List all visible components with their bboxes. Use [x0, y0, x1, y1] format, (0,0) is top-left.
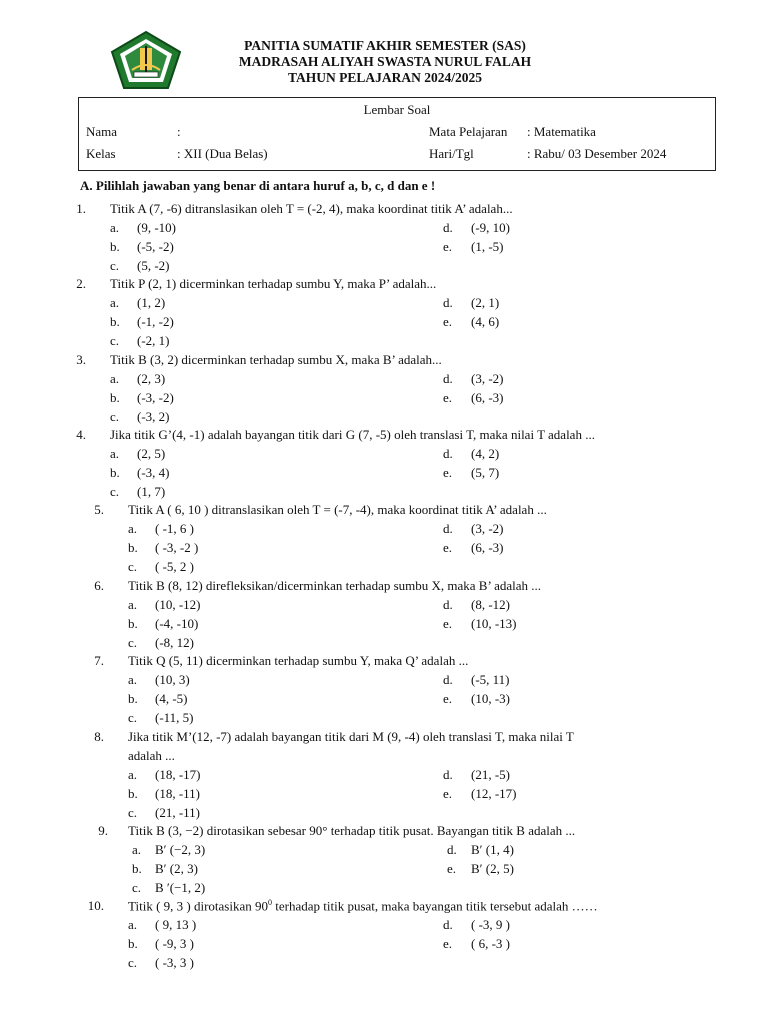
option-value-c: (-8, 12) — [155, 635, 194, 650]
option-letter-e: e. — [443, 465, 453, 480]
header-line-2: MADRASAH ALIYAH SWASTA NURUL FALAH — [238, 54, 532, 69]
option-letter-e: e. — [443, 540, 453, 555]
option-letter-e: e. — [443, 390, 453, 405]
question-number: 1. — [76, 201, 86, 216]
option-letter-d: d. — [443, 672, 453, 687]
option-value-e: B′ (2, 5) — [471, 861, 514, 876]
option-value-a: ( -1, 6 ) — [155, 521, 194, 536]
option-value-d: (-9, 10) — [471, 220, 510, 235]
option-letter-a: a. — [128, 917, 138, 932]
question-number: 9. — [98, 823, 108, 838]
question-text-part: Titik ( 9, 3 ) dirotasikan 90 — [128, 898, 268, 914]
option-value-b: (-3, 4) — [137, 465, 170, 480]
madrasah-logo — [110, 30, 182, 90]
hari-value: : Rabu/ 03 Desember 2024 — [527, 146, 667, 161]
option-value-a: (9, -10) — [137, 220, 176, 235]
option-letter-b: b. — [128, 691, 138, 706]
option-value-b: ( -3, -2 ) — [155, 540, 199, 555]
mapel-value: : Matematika — [527, 124, 596, 139]
option-letter-e: e. — [447, 861, 457, 876]
question-text-part: terhadap titik pusat, maka bayangan titik tersebut adalah …… — [272, 898, 598, 914]
question-number: 8. — [94, 729, 104, 744]
option-value-d: (-5, 11) — [471, 672, 510, 687]
option-letter-e: e. — [443, 786, 453, 801]
option-value-e: (4, 6) — [471, 314, 500, 329]
question-text: Titik A (7, -6) ditranslasikan oleh T = (-2, 4), maka koordinat titik A’ adalah... — [110, 201, 513, 216]
option-value-b: (-4, -10) — [155, 616, 199, 631]
option-value-d: (21, -5) — [471, 767, 510, 782]
kelas-label: Kelas — [86, 146, 116, 161]
option-letter-c: c. — [132, 880, 142, 895]
option-value-b: (-5, -2) — [137, 239, 174, 254]
option-value-b: (-3, -2) — [137, 390, 174, 405]
option-value-a: (10, -12) — [155, 597, 201, 612]
option-value-e: (6, -3) — [471, 540, 504, 555]
option-letter-d: d. — [443, 917, 453, 932]
option-letter-b: b. — [128, 936, 138, 951]
option-letter-d: d. — [443, 220, 453, 235]
nama-colon: : — [177, 124, 181, 139]
option-value-c: (-11, 5) — [155, 710, 194, 725]
option-value-c: (-2, 1) — [137, 333, 170, 348]
option-value-a: (10, 3) — [155, 672, 190, 687]
question-number: 10. — [87, 898, 104, 913]
option-letter-b: b. — [128, 786, 138, 801]
option-letter-b: b. — [110, 390, 120, 405]
option-letter-a: a. — [110, 220, 120, 235]
option-letter-c: c. — [110, 484, 120, 499]
option-value-c: (1, 7) — [137, 484, 166, 499]
option-letter-b: b. — [110, 314, 120, 329]
option-letter-b: b. — [132, 861, 142, 876]
option-letter-a: a. — [110, 446, 120, 461]
option-letter-b: b. — [110, 239, 120, 254]
option-value-b: (18, -11) — [155, 786, 201, 801]
question-number: 6. — [94, 578, 104, 593]
header-line-3: TAHUN PELAJARAN 2024/2025 — [287, 70, 482, 85]
option-value-e: (12, -17) — [471, 786, 517, 801]
option-letter-e: e. — [443, 239, 453, 254]
option-letter-c: c. — [110, 409, 120, 424]
option-letter-a: a. — [110, 295, 120, 310]
option-value-b: (-1, -2) — [137, 314, 174, 329]
option-value-a: (1, 2) — [137, 295, 166, 310]
option-letter-a: a. — [128, 767, 138, 782]
option-value-b: (4, -5) — [155, 691, 188, 706]
option-value-c: ( -5, 2 ) — [155, 559, 194, 574]
option-letter-e: e. — [443, 691, 453, 706]
question-text: Titik Q (5, 11) dicerminkan terhadap sumbu Y, maka Q’ adalah ... — [128, 653, 469, 668]
option-value-b: B′ (2, 3) — [155, 861, 198, 876]
option-value-d: (3, -2) — [471, 521, 504, 536]
option-value-e: (1, -5) — [471, 239, 504, 254]
option-value-a: ( 9, 13 ) — [155, 917, 197, 932]
option-value-d: (3, -2) — [471, 371, 504, 386]
hari-label: Hari/Tgl — [429, 146, 474, 161]
question-number: 5. — [94, 502, 104, 517]
question-text — [128, 898, 598, 914]
section-instruction: A. Pilihlah jawaban yang benar di antara huruf a, b, c, d dan e ! — [80, 178, 436, 193]
question-number: 4. — [76, 427, 86, 442]
option-letter-d: d. — [443, 371, 453, 386]
option-value-b: ( -9, 3 ) — [155, 936, 194, 951]
question-number: 7. — [94, 653, 104, 668]
sheet-title: Lembar Soal — [363, 102, 431, 117]
option-letter-d: d. — [443, 521, 453, 536]
option-value-d: ( -3, 9 ) — [471, 917, 510, 932]
option-value-a: (2, 3) — [137, 371, 166, 386]
option-letter-c: c. — [128, 955, 138, 970]
nama-label: Nama — [86, 124, 118, 139]
option-letter-e: e. — [443, 616, 453, 631]
option-letter-c: c. — [128, 559, 138, 574]
option-letter-d: d. — [443, 295, 453, 310]
option-letter-c: c. — [110, 333, 120, 348]
question-text: Jika titik G’(4, -1) adalah bayangan titik dari G (7, -5) oleh translasi T, maka nilai T adalah ... — [110, 427, 595, 442]
degree-superscript: 0 — [268, 898, 272, 907]
question-text: Titik B (3, −2) dirotasikan sebesar 90° terhadap titik pusat. Bayangan titik B adalah ... — [128, 823, 576, 838]
option-value-c: (5, -2) — [137, 258, 170, 273]
option-value-d: (4, 2) — [471, 446, 500, 461]
option-value-c: ( -3, 3 ) — [155, 955, 194, 970]
option-letter-c: c. — [110, 258, 120, 273]
question-text: Titik B (8, 12) direfleksikan/dicerminkan terhadap sumbu X, maka B’ adalah ... — [128, 578, 542, 593]
option-value-e: (10, -3) — [471, 691, 510, 706]
option-value-d: (2, 1) — [471, 295, 500, 310]
option-value-a: (18, -17) — [155, 767, 201, 782]
question-text-continued: adalah ... — [128, 748, 175, 763]
exam-header — [190, 38, 580, 86]
option-letter-a: a. — [128, 597, 138, 612]
question-number: 3. — [76, 352, 86, 367]
option-value-d: (8, -12) — [471, 597, 510, 612]
question-text: Jika titik M’(12, -7) adalah bayangan titik dari M (9, -4) oleh translasi T, maka nilai T — [128, 729, 574, 744]
option-letter-a: a. — [128, 521, 138, 536]
option-value-a: (2, 5) — [137, 446, 166, 461]
question-text: Titik P (2, 1) dicerminkan terhadap sumbu Y, maka P’ adalah... — [110, 276, 437, 291]
identity-box — [78, 97, 716, 171]
option-letter-d: d. — [443, 597, 453, 612]
option-letter-a: a. — [128, 672, 138, 687]
option-value-d: B′ (1, 4) — [471, 842, 514, 857]
option-value-c: (-3, 2) — [137, 409, 170, 424]
option-letter-a: a. — [132, 842, 142, 857]
option-value-a: B′ (−2, 3) — [155, 842, 206, 857]
option-letter-d: d. — [443, 446, 453, 461]
option-letter-c: c. — [128, 805, 138, 820]
option-letter-a: a. — [110, 371, 120, 386]
option-letter-b: b. — [128, 616, 138, 631]
option-letter-b: b. — [110, 465, 120, 480]
option-letter-e: e. — [443, 936, 453, 951]
option-value-c: (21, -11) — [155, 805, 201, 820]
header-line-1: PANITIA SUMATIF AKHIR SEMESTER (SAS) — [244, 38, 526, 53]
question-number: 2. — [76, 276, 86, 291]
option-letter-b: b. — [128, 540, 138, 555]
option-value-e: (5, 7) — [471, 465, 500, 480]
option-letter-c: c. — [128, 635, 138, 650]
option-letter-d: d. — [443, 767, 453, 782]
option-value-e: (10, -13) — [471, 616, 517, 631]
option-letter-e: e. — [443, 314, 453, 329]
option-value-c: B ′(−1, 2) — [155, 880, 206, 895]
option-letter-d: d. — [447, 842, 457, 857]
kelas-value: : XII (Dua Belas) — [177, 146, 268, 161]
option-value-e: (6, -3) — [471, 390, 504, 405]
question-text: Titik A ( 6, 10 ) ditranslasikan oleh T = (-7, -4), maka koordinat titik A’ adalah ... — [128, 502, 547, 517]
option-value-e: ( 6, -3 ) — [471, 936, 510, 951]
question-text: Titik B (3, 2) dicerminkan terhadap sumbu X, maka B’ adalah... — [110, 352, 442, 367]
option-letter-c: c. — [128, 710, 138, 725]
mapel-label: Mata Pelajaran — [429, 124, 508, 139]
